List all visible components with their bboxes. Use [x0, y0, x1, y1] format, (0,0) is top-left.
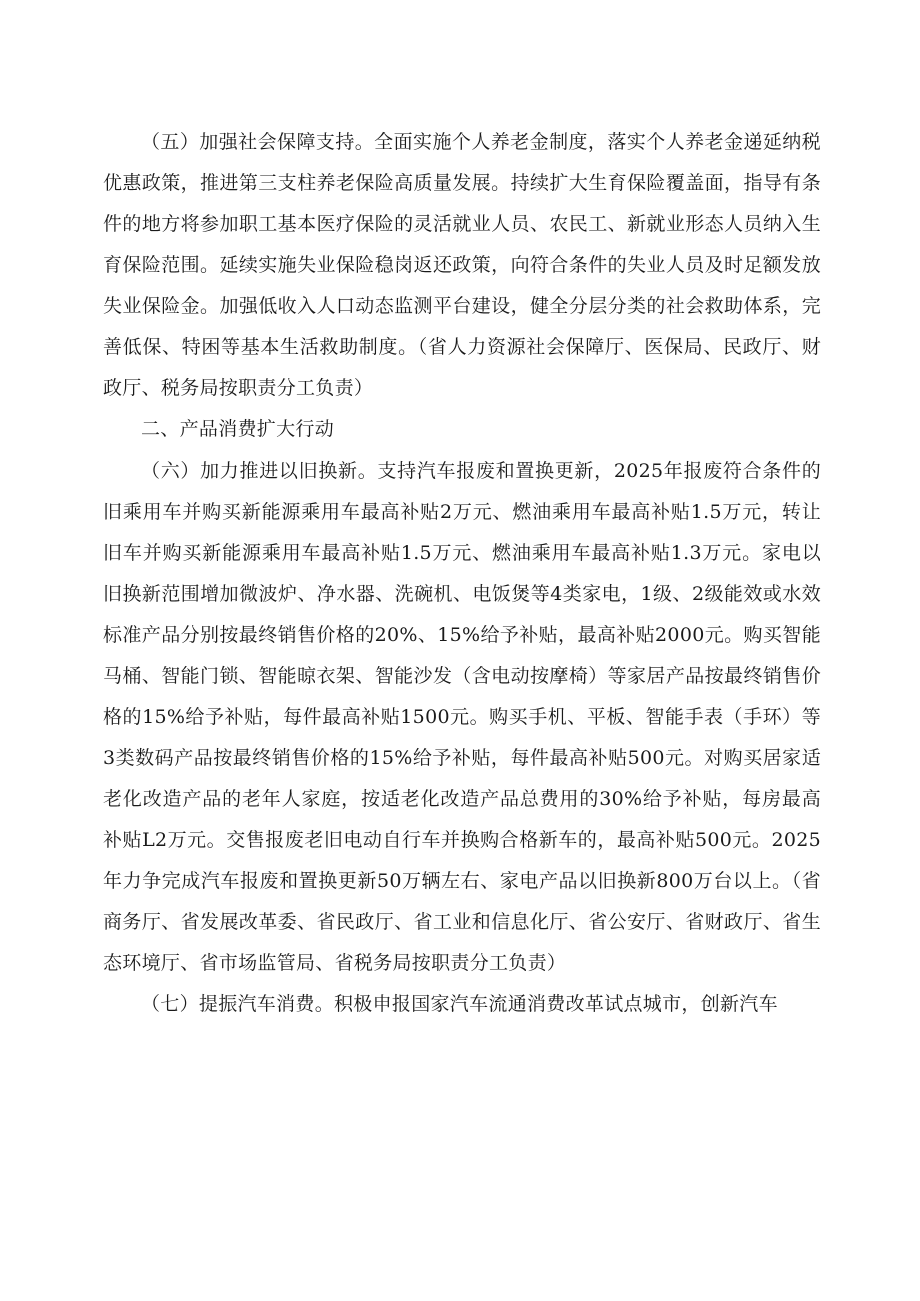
document-body [103, 122, 821, 1025]
paragraph-section-6: （六）加力推进以旧换新。支持汽车报废和置换更新，2025年报废符合条件的旧乘用车并购买新能源乘用车最高补贴2万元、燃油乘用车最高补贴1.5万元，转让旧车并购买新能源乘用车最高补贴1.5万元、燃油乘用车最高补贴1.3万元。家电以旧换新范围增加微波炉、净水器、洗碗机、电饭煲等4类家电，1级、2级能效或水效标准产品分别按最终销售价格的20%、15%给予补贴，最高补贴2000元。购买智能马桶、智能门锁、智能晾衣架、智能沙发（含电动按摩椅）等家居产品按最终销售价格的15%给予补贴，每件最高补贴1500元。购买手机、平板、智能手表（手环）等3类数码产品按最终销售价格的15%给予补贴，每件最高补贴500元。对购买居家适老化改造产品的老年人家庭，按适老化改造产品总费用的30%给予补贴，每房最高补贴L2万元。交售报废老旧电动自行车并换购合格新车的，最高补贴500元。2025年力争完成汽车报废和置换更新50万辆左右、家电产品以旧换新800万台以上。（省商务厅、省发展改革委、省民政厅、省工业和信息化厅、省公安厅、省财政厅、省生态环境厅、省市场监管局、省税务局按职责分工负责） [103, 460, 821, 974]
paragraph-section-7: （七）提振汽车消费。积极申报国家汽车流通消费改革试点城市，创新汽车 [141, 993, 778, 1015]
paragraph-section-5: （五）加强社会保障支持。全面实施个人养老金制度，落实个人养老金递延纳税优惠政策，推进第三支柱养老保险高质量发展。持续扩大生育保险覆盖面，指导有条件的地方将参加职工基本医疗保险的灵活就业人员、农民工、新就业形态人员纳入生育保险范围。延续实施失业保险稳岗返还政策，向符合条件的失业人员及时足额发放失业保险金。加强低收入人口动态监测平台建设，健全分层分类的社会救助体系，完善低保、特困等基本生活救助制度。（省人力资源社会保障厅、医保局、民政厅、财政厅、税务局按职责分工负责） [103, 131, 821, 399]
section-heading-product-consumption: 二、产品消费扩大行动 [141, 418, 335, 440]
